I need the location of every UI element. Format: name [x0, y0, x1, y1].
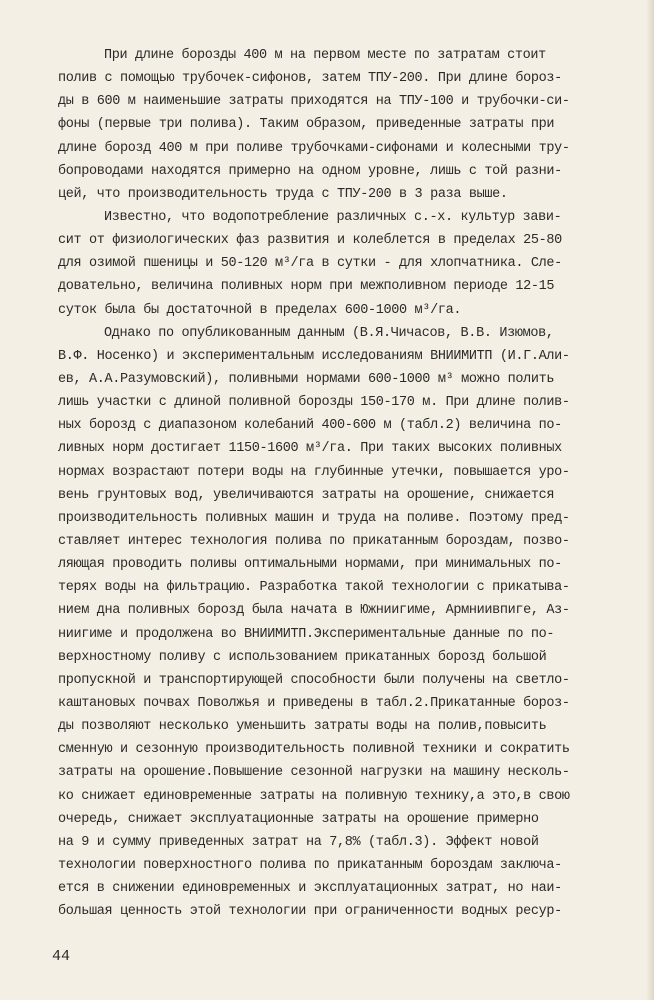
text-line: для озимой пшеницы и 50-120 м³/га в сутки - для хлопчатника. Сле-	[58, 256, 562, 272]
text-line: ко снижает единовременные затраты на поливную технику,а это,в свою	[58, 788, 570, 804]
text-line: В.Ф. Носенко) и экспериментальным исследованиям ВНИИМИТП (И.Г.Али-	[58, 348, 570, 364]
text-line: технологии поверхностного полива по прикатанным бороздам заключа-	[58, 857, 562, 873]
text-line: цей, что производительность труда с ТПУ-200 в 3 раза выше.	[58, 186, 508, 202]
text-line: ляющая проводить поливы оптимальными нормами, при минимальных по-	[58, 557, 562, 573]
text-line: вень грунтовых вод, увеличиваются затраты на орошение, снижается	[58, 487, 555, 503]
text-line: Однако по опубликованным данным (В.Я.Чичасов, В.В. Изюмов,	[104, 325, 554, 341]
text-line: большая ценность этой технологии при ограниченности водных ресур-	[58, 904, 562, 920]
text-line: лишь участки с длиной поливной борозды 150-170 м. При длине полив-	[58, 395, 570, 411]
page-edge-shadow	[646, 0, 654, 1000]
text-line: очередь, снижает эксплуатационные затраты на орошение примерно	[58, 811, 539, 827]
text-line: ниигиме и продолжена во ВНИИМИТП.Экспериментальные данные по по-	[58, 626, 555, 642]
text-line: ется в снижении единовременных и эксплуатационных затрат, но наи-	[58, 881, 562, 897]
text-line: полив с помощью трубочек-сифонов, затем ТПУ-200. При длине бороз-	[58, 71, 562, 87]
text-line: довательно, величина поливных норм при межполивном периоде 12-15	[58, 279, 555, 295]
text-line: ды позволяют несколько уменьшить затраты воды на полив,повысить	[58, 719, 547, 735]
text-line: затраты на орошение.Повышение сезонной нагрузки на машину несколь-	[58, 765, 570, 781]
text-line: ных борозд с диапазоном колебаний 400-600 м (табл.2) величина по-	[58, 418, 562, 434]
text-line: ды в 600 м наименьшие затраты приходятся на ТПУ-100 и трубочки-си-	[58, 94, 570, 110]
text-line: фоны (первые три полива). Таким образом, приведенные затраты при	[58, 117, 555, 133]
text-line: сит от физиологических фаз развития и колеблется в пределах 25-80	[58, 233, 562, 249]
page-number: 44	[52, 948, 71, 965]
text-line: верхностному поливу с использованием прикатанных борозд большой	[58, 649, 547, 665]
text-line: Известно, что водопотребление различных с.-х. культур зави-	[104, 209, 562, 225]
body-text	[58, 44, 638, 923]
text-line: ливных норм достигает 1150-1600 м³/га. При таких высоких поливных	[58, 441, 562, 457]
text-line: нормах возрастают потери воды на глубинные утечки, повышается уро-	[58, 464, 570, 480]
text-line: пропускной и транспортирующей способности были получены на светло-	[58, 672, 570, 688]
text-line: сменную и сезонную производительность поливной техники и сократить	[58, 742, 570, 758]
text-line: каштановых почвах Поволжья и приведены в табл.2.Прикатанные бороз-	[58, 695, 570, 711]
text-line: терях воды на фильтрацию. Разработка такой технологии с прикатыва-	[58, 580, 570, 596]
text-line: производительность поливных машин и труда на поливе. Поэтому пред-	[58, 510, 570, 526]
text-line: нием дна поливных борозд была начата в Южниигиме, Армниивпиге, Аз-	[58, 603, 570, 619]
text-line: длине борозд 400 м при поливе трубочками-сифонами и колесными тру-	[58, 140, 570, 156]
text-line: При длине борозды 400 м на первом месте по затратам стоит	[104, 48, 546, 63]
text-line: суток была бы достаточной в пределах 600-1000 м³/га.	[58, 302, 462, 318]
text-line: бопроводами находятся примерно на одном уровне, лишь с той разни-	[58, 163, 562, 179]
text-line: ев, А.А.Разумовский), поливными нормами 600-1000 м³ можно полить	[58, 371, 555, 387]
text-line: ставляет интерес технология полива по прикатанным бороздам, позво-	[58, 533, 570, 549]
text-line: на 9 и сумму приведенных затрат на 7,8% (табл.3). Эффект новой	[58, 834, 539, 850]
